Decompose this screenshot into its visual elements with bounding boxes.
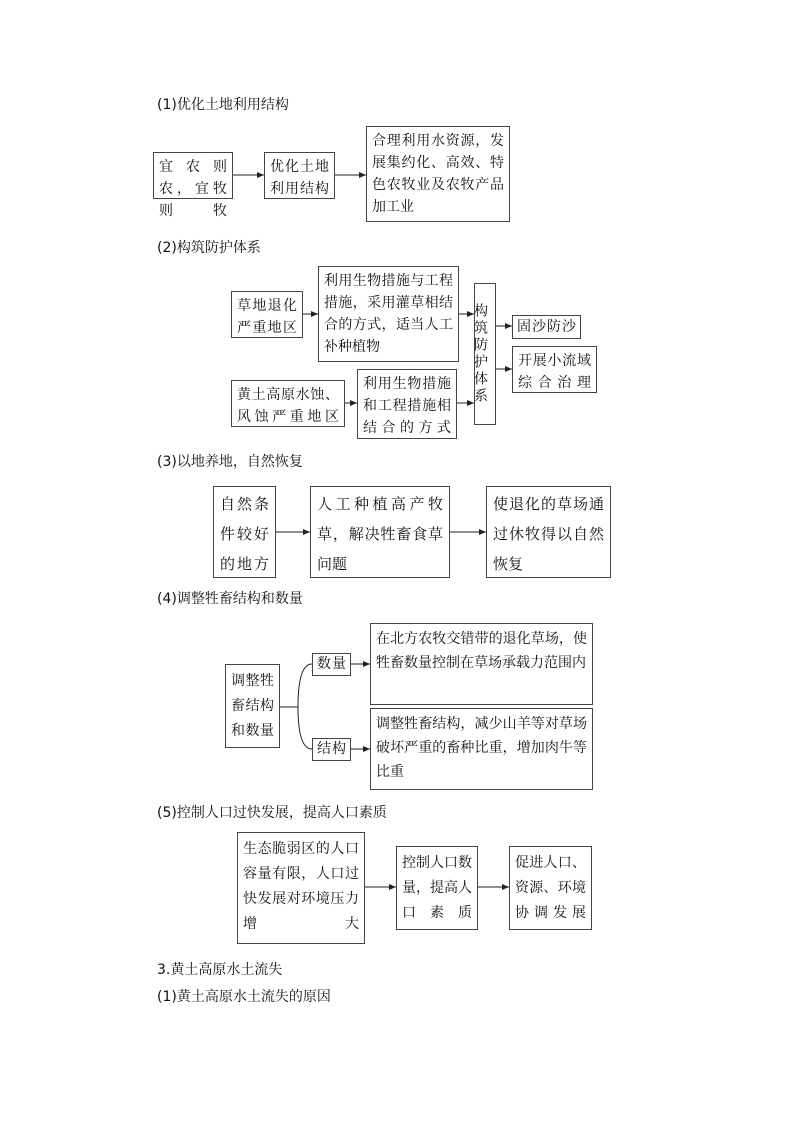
s2-box-loess-erosion-area: 黄土高原水蚀、风蚀严重地区	[231, 380, 345, 427]
s2-box-watershed-management: 开展小流域综合治理	[512, 346, 597, 393]
s2-box-sand-fixation: 固沙防沙	[512, 315, 581, 339]
s4-branch-1	[298, 664, 312, 707]
s4-box-structure: 结构	[312, 738, 351, 761]
section-1-heading: (1)优化土地利用结构	[157, 97, 289, 113]
s3-box-plant-forage: 人工种植高产牧草，解决牲畜食草问题	[310, 486, 450, 578]
s1-box-optimize-structure: 优化土地利用结构	[264, 152, 335, 199]
s4-box-structure-detail: 调整牲畜结构，减少山羊等对草场破坏严重的畜种比重，增加肉牛等比重	[370, 708, 593, 790]
main-section-3-heading: 3.黄土高原水土流失	[157, 962, 283, 978]
s4-box-quantity-detail: 在北方农牧交错带的退化草场，使牲畜数量控制在草场承载力范围内	[370, 623, 593, 705]
s5-box-control-population: 控制人口数量，提高人口素质	[396, 846, 478, 930]
s5-box-fragile-area: 生态脆弱区的人口容量有限，人口过快发展对环境压力增大	[237, 832, 365, 944]
s5-box-coordinated-development: 促进人口、资源、环境协调发展	[509, 846, 592, 930]
s4-branch-2	[298, 707, 312, 749]
s3-box-good-conditions: 自然条件较好的地方	[213, 486, 276, 578]
s4-box-quantity: 数量	[312, 653, 351, 676]
main-section-3-sub-1: (1)黄土高原水土流失的原因	[157, 989, 331, 1005]
s1-box-suitable-use: 宜农则农，宜牧则牧	[153, 152, 233, 199]
s3-box-natural-recovery: 使退化的草场通过休牧得以自然恢复	[486, 486, 611, 578]
s1-box-water-resources: 合理利用水资源，发展集约化、高效、特色农牧业及农牧产品加工业	[366, 126, 510, 222]
section-2-heading: (2)构筑防护体系	[157, 240, 261, 256]
s4-box-adjust-livestock: 调整牲畜结构和数量	[225, 664, 280, 748]
section-4-heading: (4)调整牲畜结构和数量	[157, 591, 303, 607]
section-3-heading: (3)以地养地，自然恢复	[157, 454, 303, 470]
s2-box-bio-engineering-measures: 利用生物措施与工程措施，采用灌草相结合的方式，适当人工补种植物	[318, 266, 459, 362]
s2-box-combined-measures: 利用生物措施和工程措施相结合的方式	[357, 369, 457, 439]
s2-box-grassland-area: 草地退化严重地区	[231, 291, 303, 338]
section-5-heading: (5)控制人口过快发展，提高人口素质	[157, 805, 387, 821]
s2-box-protection-system: 构筑防护体系	[474, 283, 496, 425]
